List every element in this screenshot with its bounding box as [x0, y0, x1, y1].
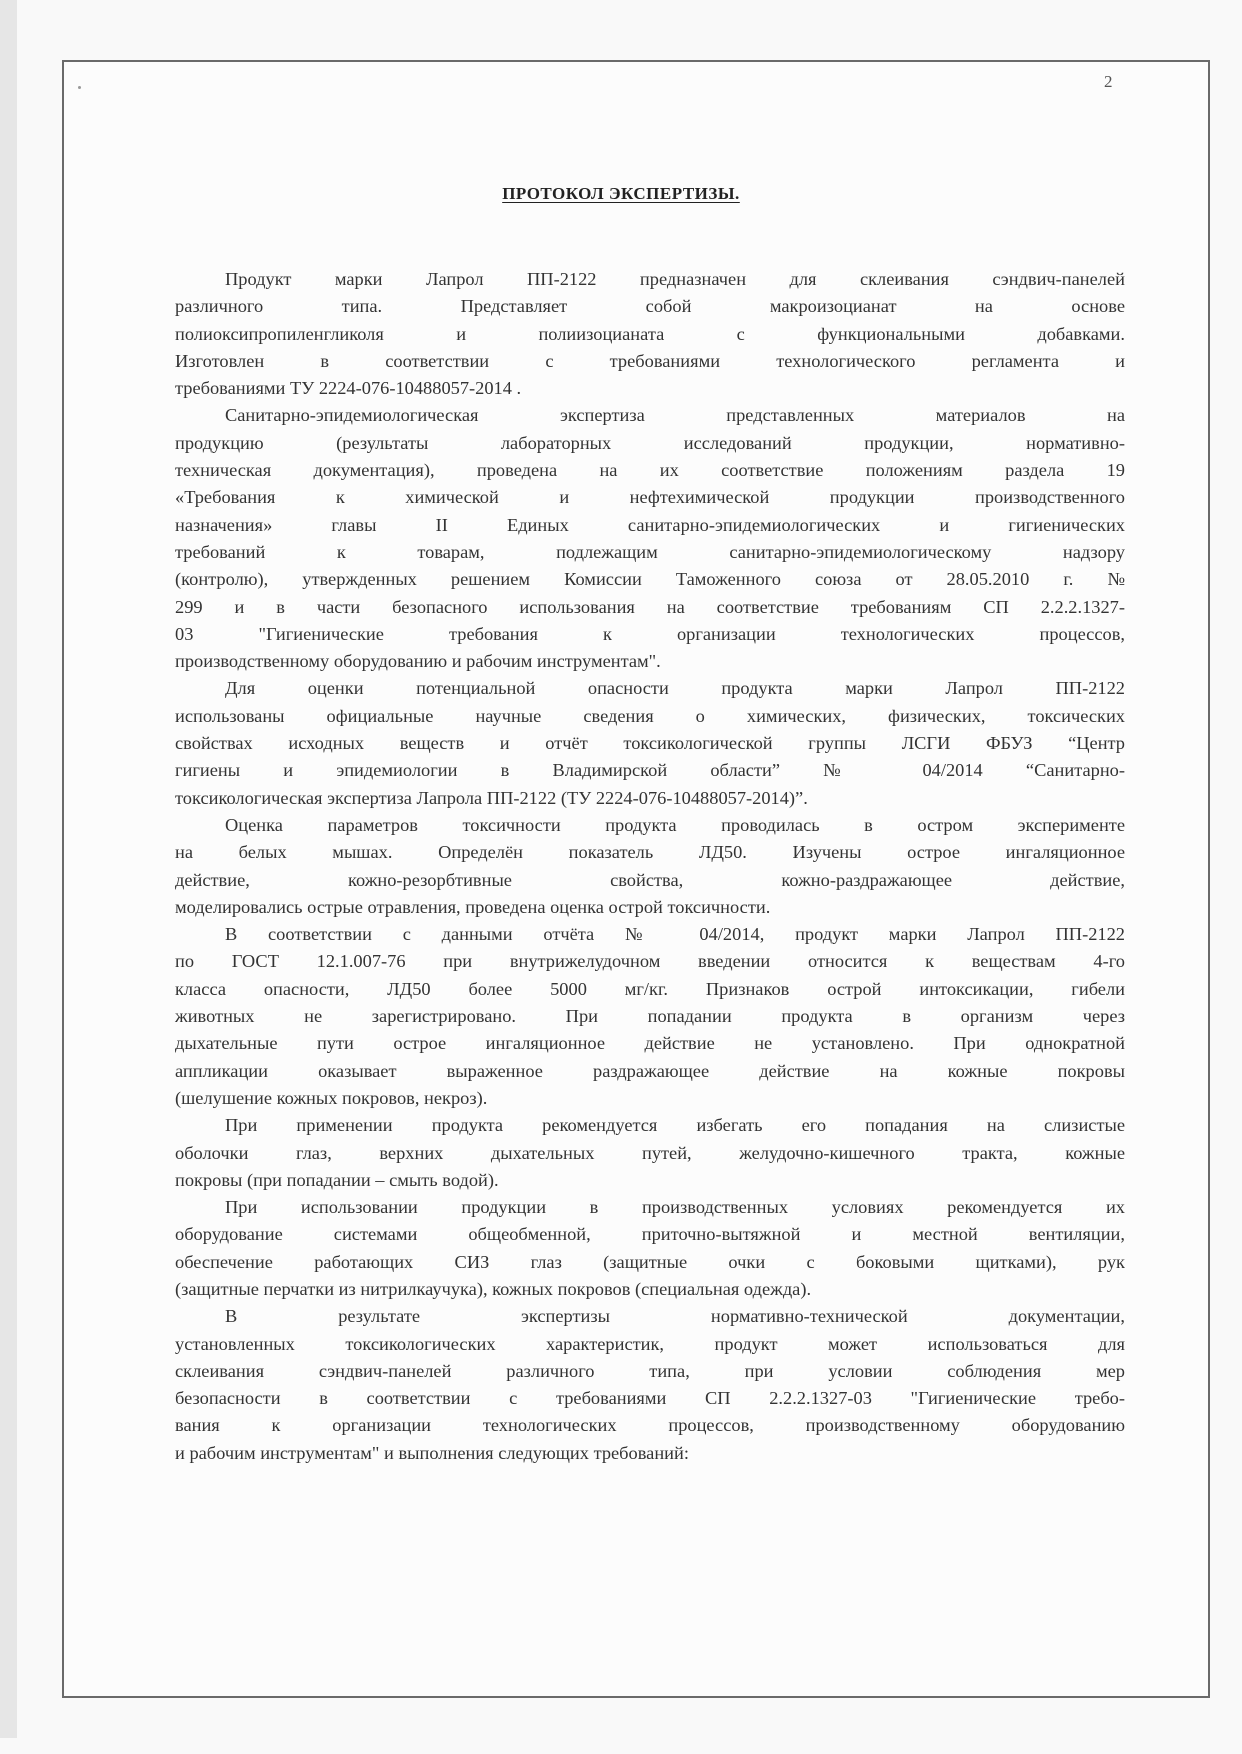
paragraph-line: различного типа. Представляет собой макроизоцианат на основе	[175, 296, 1125, 317]
paragraph	[175, 812, 1125, 921]
paragraph-line: техническая документация), проведена на их соответствие положениям раздела 19	[175, 460, 1125, 481]
paragraph-line: на белых мышах. Определён показатель ЛД50. Изучены острое ингаляционное	[175, 842, 1125, 863]
paragraph-line: действие, кожно-резорбтивные свойства, кожно-раздражающее действие,	[175, 869, 1125, 890]
paragraph-line: Для оценки потенциальной опасности продукта марки Лапрол ПП-2122	[225, 678, 1125, 699]
paragraph-line: токсикологическая экспертиза Лапрола ПП-2122 (ТУ 2224-076-10488057-2014)”.	[175, 787, 808, 808]
paragraph-line: аппликации оказывает выраженное раздражающее действие на кожные покровы	[175, 1060, 1125, 1081]
paragraph-line: вания к организации технологических процессов, производственному оборудованию	[175, 1415, 1125, 1436]
paragraph-line: оборудование системами общеобменной, приточно-вытяжной и местной вентиляции,	[175, 1224, 1125, 1245]
paragraph-line: Изготовлен в соответствии с требованиями технологического регламента и	[175, 350, 1125, 371]
paragraph-line: склеивания сэндвич-панелей различного типа, при условии соблюдения мер	[175, 1360, 1125, 1381]
paragraph-line: моделировались острые отравления, проведена оценка острой токсичности.	[175, 896, 771, 917]
paragraph-line: требований к товарам, подлежащим санитарно-эпидемиологическому надзору	[175, 541, 1125, 562]
paragraph-line: Продукт марки Лапрол ПП-2122 предназначен для склеивания сэндвич-панелей	[225, 269, 1125, 289]
paragraph-line: «Требования к химической и нефтехимической продукции производственного	[175, 487, 1125, 508]
paragraph-line: покровы (при попадании – смыть водой).	[175, 1169, 499, 1190]
paragraph-line: При применении продукта рекомендуется избегать его попадания на слизистые	[225, 1115, 1125, 1136]
page-number: 2	[1104, 72, 1113, 91]
paragraph-line: В соответствии с данными отчёта № 04/2014, продукт марки Лапрол ПП-2122	[225, 924, 1125, 945]
paragraph-line: продукцию (результаты лабораторных исследований продукции, нормативно-	[175, 432, 1125, 453]
paragraph-line: В результате экспертизы нормативно-технической документации,	[225, 1306, 1125, 1327]
paragraph-line: животных не зарегистрировано. При попадании продукта в организм через	[175, 1006, 1125, 1027]
paragraph	[175, 675, 1125, 811]
paragraph-line: (шелушение кожных покровов, некроз).	[175, 1087, 488, 1108]
paragraph-line: полиоксипропиленгликоля и полиизоцианата с функциональными добавками.	[175, 323, 1125, 344]
paragraph-line: использованы официальные научные сведения о химических, физических, токсических	[175, 705, 1125, 726]
document-title	[0, 184, 1242, 204]
paragraph-line: дыхательные пути острое ингаляционное действие не установлено. При однократной	[175, 1033, 1125, 1054]
paragraph	[175, 1194, 1125, 1303]
paragraph-line: оболочки глаз, верхних дыхательных путей, желудочно-кишечного тракта, кожные	[175, 1142, 1125, 1163]
scan-speck	[78, 86, 81, 89]
paragraph-line: 299 и в части безопасного использования на соответствие требованиям СП 2.2.2.1327-	[175, 596, 1125, 617]
document-body	[175, 266, 1125, 1467]
paragraph-line: 03 "Гигиенические требования к организации технологических процессов,	[175, 623, 1125, 644]
paragraph-line: требованиями ТУ 2224-076-10488057-2014 .	[175, 378, 522, 399]
paragraph	[175, 402, 1125, 675]
paragraph-line: Санитарно-эпидемиологическая экспертиза представленных материалов на	[225, 405, 1125, 426]
paragraph	[175, 1112, 1125, 1194]
paragraph-line: гигиены и эпидемиологии в Владимирской области” № 04/2014 “Санитарно-	[175, 760, 1125, 781]
paragraph-line: по ГОСТ 12.1.007-76 при внутрижелудочном введении относится к веществам 4-го	[175, 951, 1125, 972]
paragraph-line: и рабочим инструментам" и выполнения следующих требований:	[175, 1442, 689, 1463]
document-title-text: ПРОТОКОЛ ЭКСПЕРТИЗЫ.	[502, 184, 740, 203]
paragraph-line: Оценка параметров токсичности продукта проводилась в остром эксперименте	[225, 814, 1125, 835]
paragraph-line: класса опасности, ЛД50 более 5000 мг/кг. Признаков острой интоксикации, гибели	[175, 978, 1125, 999]
paragraph	[175, 266, 1125, 402]
paragraph-line: (контролю), утвержденных решением Комиссии Таможенного союза от 28.05.2010 г. №	[175, 569, 1125, 590]
paragraph	[175, 1303, 1125, 1467]
paragraph	[175, 921, 1125, 1112]
paragraph-line: безопасности в соответствии с требованиями СП 2.2.2.1327-03 "Гигиенические требо-	[175, 1388, 1125, 1409]
paragraph-line: установленных токсикологических характеристик, продукт может использоваться для	[175, 1333, 1125, 1354]
paragraph-line: (защитные перчатки из нитрилкаучука), кожных покровов (специальная одежда).	[175, 1278, 812, 1299]
scan-edge-strip	[0, 0, 17, 1738]
paragraph-line: При использовании продукции в производственных условиях рекомендуется их	[225, 1197, 1125, 1218]
paragraph-line: назначения» главы II Единых санитарно-эпидемиологических и гигиенических	[175, 514, 1125, 535]
paragraph-line: производственному оборудованию и рабочим инструментам".	[175, 651, 661, 672]
paragraph-line: свойствах исходных веществ и отчёт токсикологической группы ЛСГИ ФБУЗ “Центр	[175, 733, 1125, 754]
paragraph-line: обеспечение работающих СИЗ глаз (защитные очки с боковыми щитками), рук	[175, 1251, 1125, 1272]
